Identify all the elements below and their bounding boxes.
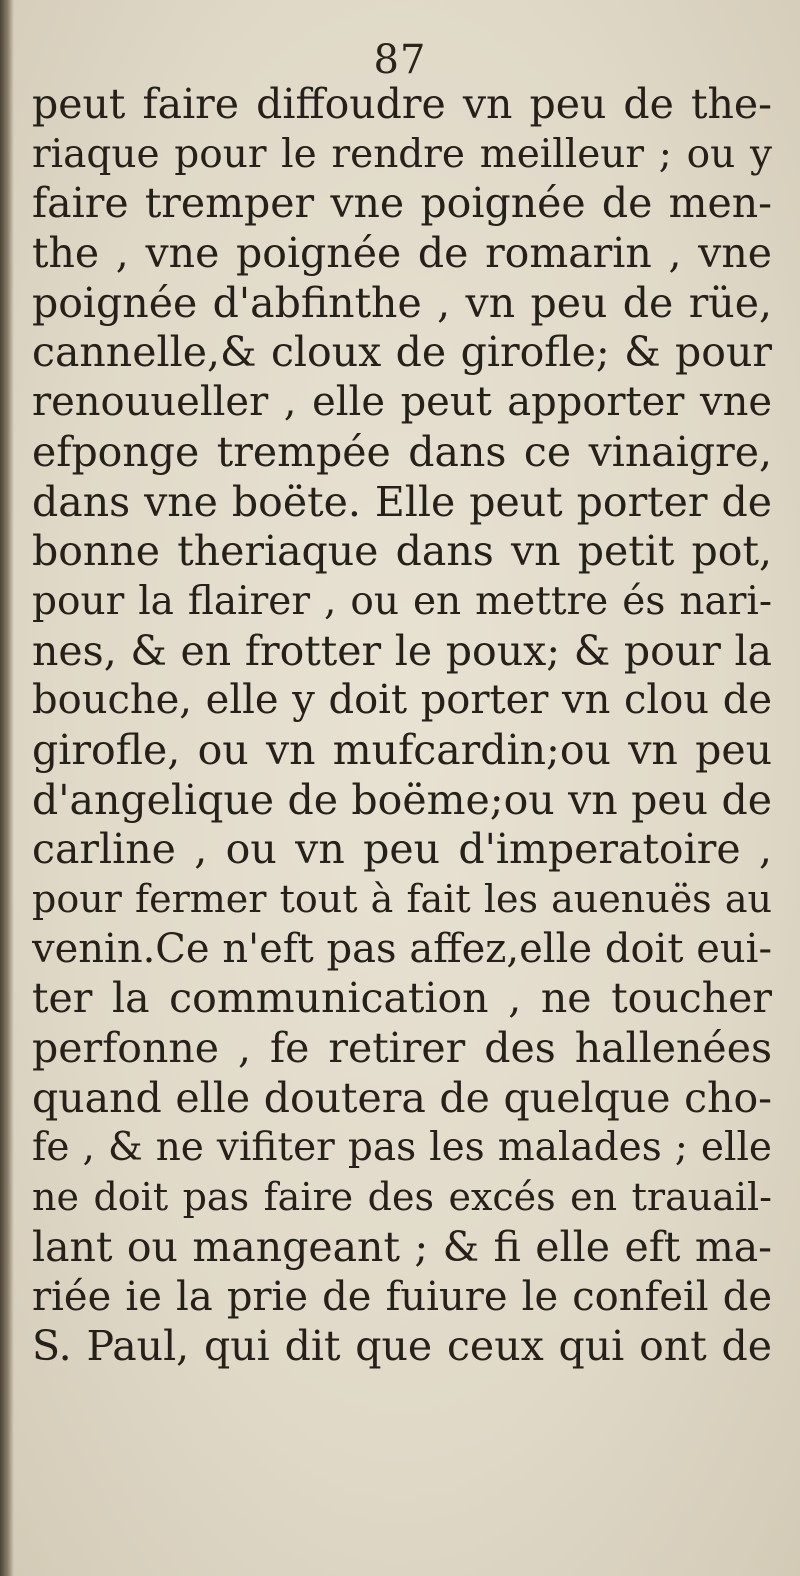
text-line: lant ou mangeant ; & fi elle eft ma- (32, 1222, 772, 1271)
text-line: quand elle doutera de quelque cho- (32, 1073, 772, 1122)
text-line: renouueller , elle peut apporter vne (32, 379, 772, 426)
text-line: perfonne , fe retirer des hallenées (32, 1024, 772, 1073)
text-line: venin.Ce n'eft pas affez,elle doit eui- (32, 925, 772, 972)
page-number: 87 (373, 37, 427, 83)
text-line: nes, & en frotter le poux; & pour la (32, 626, 772, 675)
text-line: S. Paul, qui dit que ceux qui ont de (32, 1322, 772, 1371)
text-line: faire tremper vne poignée de men- (32, 179, 772, 228)
text-line: girofle, ou vn mufcardin;ou vn peu (32, 725, 772, 774)
text-line: pour la flairer , ou en mettre és nari- (32, 578, 772, 624)
text-line: riaque pour le rendre meilleur ; ou y (32, 131, 772, 177)
text-line: bouche, elle y doit porter vn clou de (32, 677, 772, 724)
text-line: poignée d'abfinthe , vn peu de rüe, (32, 278, 772, 327)
text-line: pour fermer tout à fait les auenuës au (32, 877, 772, 921)
text-line: d'angelique de boëme;ou vn peu de (32, 775, 772, 824)
text-line: carline , ou vn peu d'imperatoire , (32, 825, 772, 874)
text-line: ter la communication , ne toucher (32, 974, 772, 1023)
text-line: cannelle,& cloux de girofle; & pour (32, 328, 772, 377)
text-line: riée ie la prie de fuiure le confeil de (32, 1273, 772, 1320)
text-line: bonne theriaque dans vn petit pot, (32, 527, 772, 576)
text-line: fe , & ne vifiter pas les malades ; elle (32, 1125, 772, 1171)
text-line: efponge trempée dans ce vinaigre, (32, 427, 772, 476)
text-line: the , vne poignée de romarin , vne (32, 229, 772, 278)
binding-edge (0, 0, 14, 1576)
text-line: ne doit pas faire des excés en trauail- (32, 1175, 772, 1220)
body-text (32, 80, 772, 1372)
text-line: peut faire diffoudre vn peu de the- (32, 80, 772, 128)
text-line: dans vne boëte. Elle peut porter de (32, 477, 772, 526)
